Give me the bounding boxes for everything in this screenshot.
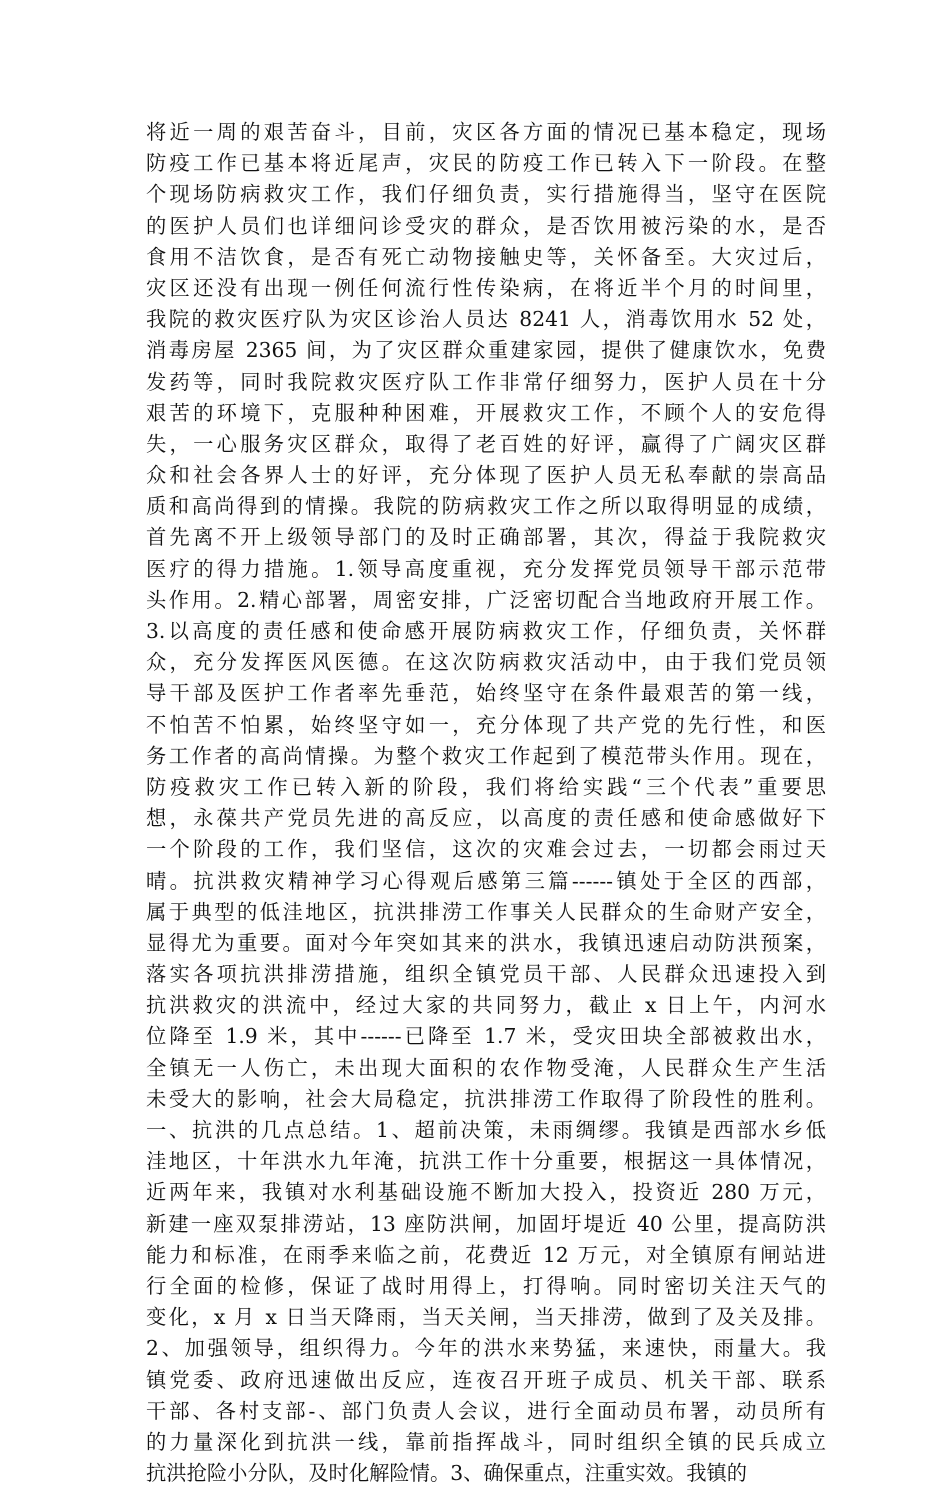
text-line: 防疫救灾工作已转入新的阶段，我们将给实践“三个代表”重要思: [146, 774, 826, 799]
text-line: 食用不洁饮食，是否有死亡动物接触史等，关怀备至。大灾过后，: [146, 244, 826, 269]
text-line: 的力量深化到抗洪一线，靠前指挥战斗，同时组织全镇的民兵成立: [146, 1429, 826, 1454]
text-line: 变化，x 月 x 日当天降雨，当天关闸，当天排涝，做到了及关及排。: [146, 1305, 826, 1330]
text-line: 务工作者的高尚情操。为整个救灾工作起到了模范带头作用。现在，: [146, 743, 826, 768]
text-line: 一、抗洪的几点总结。1、超前决策，未雨绸缪。我镇是西部水乡低: [146, 1118, 826, 1142]
text-line: 显得尤为重要。面对今年突如其来的洪水，我镇迅速启动防洪预案，: [146, 930, 826, 955]
text-line: 众，充分发挥医风医德。在这次防病救灾活动中，由于我们党员领: [146, 650, 826, 675]
text-line: 失，一心服务灾区群众，取得了老百姓的好评，赢得了广阔灾区群: [146, 431, 826, 456]
text-line: 行全面的检修，保证了战时用得上，打得响。同时密切关注天气的: [146, 1273, 826, 1298]
text-line: 干部、各村支部-、部门负责人会议，进行全面动员布署，动员所有: [146, 1398, 826, 1423]
text-line: 抗洪抢险小分队，及时化解险情。3、确保重点，注重实效。我镇的: [146, 1461, 748, 1486]
text-line: 的医护人员们也详细问诊受灾的群众，是否饮用被污染的水，是否: [146, 213, 826, 238]
text-line: 艰苦的环境下，克服种种困难，开展救灾工作，不顾个人的安危得: [146, 400, 826, 425]
text-line: 近两年来，我镇对水利基础设施不断加大投入，投资近 280 万元，: [146, 1180, 826, 1205]
text-line: 镇党委、政府迅速做出反应，连夜召开班子成员、机关干部、联系: [146, 1367, 826, 1392]
text-line: 洼地区，十年洪水九年淹，抗洪工作十分重要，根据这一具体情况，: [146, 1149, 826, 1174]
text-line: 晴。抗洪救灾精神学习心得观后感第三篇------镇处于全区的西部，: [146, 868, 826, 893]
text-line: 2、加强领导，组织得力。今年的洪水来势猛，来速快，雨量大。我: [146, 1336, 826, 1361]
text-line: 属于典型的低洼地区，抗洪排涝工作事关人民群众的生命财产安全，: [146, 899, 826, 924]
text-line: 消毒房屋 2365 间，为了灾区群众重建家园，提供了健康饮水，免费: [146, 338, 826, 363]
text-line: 能力和标准，在雨季来临之前，花费近 12 万元，对全镇原有闸站进: [146, 1242, 826, 1267]
text-line: 抗洪救灾的洪流中，经过大家的共同努力，截止 x 日上午，内河水: [146, 993, 826, 1018]
text-line: 首先离不开上级领导部门的及时正确部署，其次，得益于我院救灾: [146, 525, 826, 550]
text-line: 众和社会各界人士的好评，充分体现了医护人员无私奉献的崇高品: [146, 463, 826, 488]
text-line: 我院的救灾医疗队为灾区诊治人员达 8241 人，消毒饮用水 52 处，: [146, 307, 826, 332]
text-line: 3.以高度的责任感和使命感开展防病救灾工作，仔细负责，关怀群: [146, 619, 826, 643]
text-line: 位降至 1.9 米，其中------已降至 1.7 米，受灾田块全部被救出水，: [146, 1024, 826, 1049]
text-line: 头作用。2.精心部署，周密安排，广泛密切配合当地政府开展工作。: [146, 587, 826, 612]
text-line: 防疫工作已基本将近尾声，灾民的防疫工作已转入下一阶段。在整: [146, 151, 826, 176]
text-line: 新建一座双泵排涝站，13 座防洪闸，加固圩堤近 40 公里，提高防洪: [146, 1211, 826, 1236]
text-line: 落实各项抗洪排涝措施，组织全镇党员干部、人民群众迅速投入到: [146, 962, 826, 987]
text-line: 灾区还没有出现一例任何流行性传染病，在将近半个月的时间里，: [146, 275, 826, 300]
text-line: 导干部及医护工作者率先垂范，始终坚守在条件最艰苦的第一线，: [146, 681, 826, 706]
text-line: 想，永葆共产党员先进的高反应，以高度的责任感和使命感做好下: [146, 806, 826, 831]
text-line: 一个阶段的工作，我们坚信，这次的灾难会过去，一切都会雨过天: [146, 837, 826, 862]
text-line: 个现场防病救灾工作，我们仔细负责，实行措施得当，坚守在医院: [146, 182, 826, 207]
text-line: 未受大的影响，社会大局稳定，抗洪排涝工作取得了阶段性的胜利。: [146, 1086, 826, 1111]
text-line: 医疗的得力措施。1.领导高度重视，充分发挥党员领导干部示范带: [146, 556, 826, 581]
text-line: 不怕苦不怕累，始终坚守如一，充分体现了共产党的先行性，和医: [146, 712, 826, 737]
text-line: 发药等，同时我院救灾医疗队工作非常仔细努力，医护人员在十分: [146, 369, 826, 394]
document-body-text: [146, 117, 826, 1489]
text-line: 将近一周的艰苦奋斗，目前，灾区各方面的情况已基本稳定，现场: [146, 120, 826, 144]
text-line: 质和高尚得到的情操。我院的防病救灾工作之所以取得明显的成绩，: [146, 494, 826, 519]
text-line: 全镇无一人伤亡，未出现大面积的农作物受淹，人民群众生产生活: [146, 1055, 826, 1080]
